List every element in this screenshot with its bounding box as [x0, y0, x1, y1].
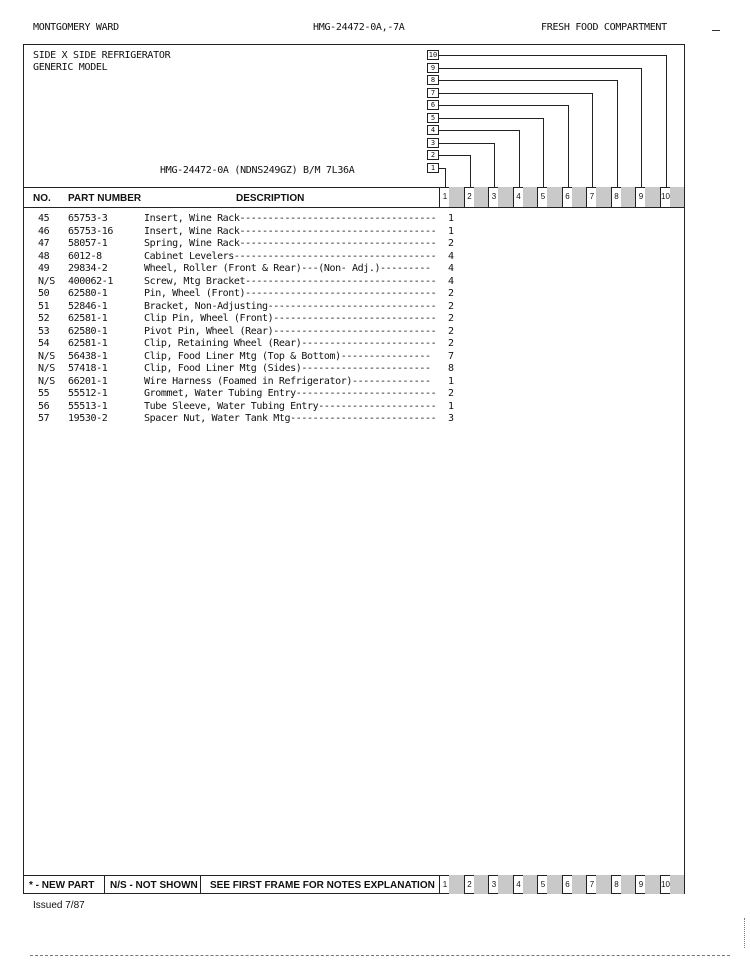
section-header: FRESH FOOD COMPARTMENT	[541, 22, 667, 33]
part-description: Bracket, Non-Adjusting------------------------------	[144, 300, 437, 312]
column-shade	[498, 875, 513, 894]
column-shade	[621, 187, 636, 207]
table-row	[24, 251, 684, 263]
part-description: Insert, Wine Rack-----------------------------------	[144, 225, 437, 237]
header-bottom-rule	[24, 207, 684, 208]
ladder-box: 5	[427, 113, 439, 123]
column-shade	[449, 875, 464, 894]
item-number: 55	[38, 388, 50, 399]
part-description: Wire Harness (Foamed in Refrigerator)--------------	[144, 375, 431, 387]
table-row	[24, 376, 684, 388]
quantity: 4	[448, 250, 454, 262]
column-shade	[547, 187, 562, 207]
part-number: 52846-1	[68, 300, 108, 312]
column-number: 9	[638, 192, 644, 201]
part-number: 56438-1	[68, 350, 108, 362]
table-row	[24, 238, 684, 250]
part-description: Cabinet Levelers------------------------------------	[144, 250, 437, 262]
part-number: 29834-2	[68, 263, 108, 274]
part-number: 55513-1	[68, 400, 108, 412]
item-number: 49	[38, 263, 50, 274]
column-number: 6	[565, 192, 570, 201]
column-shade	[596, 187, 611, 207]
item-number: N/S	[38, 363, 55, 374]
quantity: 1	[448, 375, 454, 387]
part-number: 400062-1	[68, 275, 113, 287]
part-number: 57418-1	[68, 363, 108, 374]
quantity: 2	[448, 338, 454, 349]
quantity: 2	[448, 388, 454, 399]
part-description: Clip, Food Liner Mtg (Sides)-----------------------	[144, 363, 431, 374]
part-number: 66201-1	[68, 375, 108, 387]
part-description: Clip, Retaining Wheel (Rear)------------------------	[144, 338, 437, 349]
part-description: Spring, Wine Rack-----------------------------------	[144, 238, 437, 249]
quantity: 3	[448, 413, 454, 424]
ladder-box: 1	[427, 163, 439, 173]
part-number: 62580-1	[68, 325, 108, 337]
item-number: 48	[38, 250, 50, 262]
column-number: 6	[565, 879, 570, 889]
quantity: 2	[448, 288, 454, 299]
part-description: Tube Sleeve, Water Tubing Entry---------------------	[144, 400, 437, 412]
legend-not-shown: N/S - NOT SHOWN	[110, 880, 198, 891]
column-number: 2	[467, 879, 472, 889]
column-shade	[572, 875, 587, 894]
item-number: 54	[38, 338, 50, 349]
model-subtitle: GENERIC MODEL	[33, 62, 108, 73]
ladder-box: 7	[427, 88, 439, 98]
part-description: Screw, Mtg Bracket----------------------------------	[144, 275, 437, 287]
column-number: 5	[540, 879, 546, 889]
item-number: 57	[38, 413, 50, 424]
column-shade	[523, 187, 538, 207]
column-shade	[645, 875, 660, 894]
ladder-box: 3	[427, 138, 439, 148]
model-number-header: HMG-24472-0A,-7A	[313, 22, 405, 33]
quantity: 4	[448, 263, 454, 274]
quantity: 2	[448, 325, 454, 337]
item-number: 51	[38, 300, 50, 312]
column-shade	[596, 875, 611, 894]
part-number: 62581-1	[68, 338, 108, 349]
table-row	[24, 276, 684, 288]
table-row	[24, 301, 684, 313]
part-description: Insert, Wine Rack-----------------------------------	[144, 213, 437, 224]
quantity: 2	[448, 313, 454, 324]
part-number: 55512-1	[68, 388, 108, 399]
part-number: 58057-1	[68, 238, 108, 249]
table-row	[24, 413, 684, 425]
column-shade	[645, 187, 660, 207]
ladder-box: 2	[427, 150, 439, 160]
column-number: 3	[491, 879, 497, 889]
column-shade	[547, 875, 562, 894]
part-number: 19530-2	[68, 413, 108, 424]
table-row	[24, 213, 684, 225]
column-number: 4	[516, 192, 521, 201]
model-title: SIDE X SIDE REFRIGERATOR	[33, 50, 171, 61]
column-number: 10	[661, 192, 670, 201]
part-number: 62580-1	[68, 288, 108, 299]
column-header-part-number: PART NUMBER	[68, 193, 142, 204]
column-number: 8	[614, 192, 619, 201]
model-code: HMG-24472-0A (NDNS249GZ) B/M 7L36A	[160, 165, 355, 176]
page-edge-rule	[30, 955, 730, 956]
item-number: 47	[38, 238, 50, 249]
part-number: 65753-16	[68, 225, 113, 237]
table-row	[24, 313, 684, 325]
part-description: Grommet, Water Tubing Entry-------------------------	[144, 388, 437, 399]
column-number: 7	[589, 192, 595, 201]
legend-new-part: * - NEW PART	[29, 880, 95, 891]
column-number: 4	[516, 879, 521, 889]
corner-mark	[712, 30, 720, 31]
quantity: 1	[448, 400, 454, 412]
table-row	[24, 388, 684, 400]
column-header-description: DESCRIPTION	[236, 193, 305, 204]
item-number: N/S	[38, 350, 55, 362]
ladder-box: 8	[427, 75, 439, 85]
column-number: 5	[540, 192, 546, 201]
part-description: Spacer Nut, Water Tank Mtg--------------------------	[144, 413, 437, 424]
quantity: 7	[448, 350, 454, 362]
table-row	[24, 338, 684, 350]
table-row	[24, 401, 684, 413]
page-edge-mark	[744, 918, 745, 948]
part-description: Clip Pin, Wheel (Front)-----------------------------	[144, 313, 437, 324]
column-number: 1	[442, 192, 448, 201]
parts-list-frame	[23, 44, 685, 894]
part-number: 65753-3	[68, 213, 108, 224]
ladder-box: 6	[427, 100, 439, 110]
column-number: 3	[491, 192, 497, 201]
part-description: Pin, Wheel (Front)----------------------------------	[144, 288, 437, 299]
ladder-box: 10	[428, 51, 438, 59]
item-number: 52	[38, 313, 50, 324]
column-shade	[572, 187, 587, 207]
column-number: 2	[467, 192, 472, 201]
quantity: 1	[448, 225, 454, 237]
table-row	[24, 351, 684, 363]
table-row	[24, 226, 684, 238]
quantity: 4	[448, 275, 454, 287]
table-row	[24, 363, 684, 375]
part-number: 6012-8	[68, 250, 102, 262]
column-number: 9	[638, 879, 644, 889]
quantity: 8	[448, 363, 454, 374]
column-shade	[670, 187, 685, 207]
column-shade	[621, 875, 636, 894]
quantity: 2	[448, 300, 454, 312]
part-description: Clip, Food Liner Mtg (Top & Bottom)----------------	[144, 350, 431, 362]
ladder-box: 9	[427, 63, 439, 73]
column-shade	[670, 875, 685, 894]
part-number: 62581-1	[68, 313, 108, 324]
item-number: N/S	[38, 375, 55, 387]
table-row	[24, 263, 684, 275]
item-number: 50	[38, 288, 50, 299]
ladder-box: 4	[427, 125, 439, 135]
legend-notes: SEE FIRST FRAME FOR NOTES EXPLANATION	[210, 880, 435, 891]
column-number: 1	[442, 879, 448, 889]
column-shade	[474, 875, 489, 894]
column-number: 10	[661, 879, 670, 889]
column-shade	[449, 187, 464, 207]
column-header-no: NO.	[33, 193, 51, 204]
quantity: 1	[448, 213, 454, 224]
item-number: 56	[38, 400, 50, 412]
part-description: Wheel, Roller (Front & Rear)---(Non- Adj.)---------	[144, 263, 431, 274]
column-number: 7	[589, 879, 595, 889]
table-row	[24, 288, 684, 300]
column-number: 8	[614, 879, 619, 889]
issued-date: Issued 7/87	[33, 900, 85, 911]
item-number: 45	[38, 213, 50, 224]
manufacturer-header: MONTGOMERY WARD	[33, 22, 119, 33]
table-row	[24, 326, 684, 338]
column-shade	[523, 875, 538, 894]
part-description: Pivot Pin, Wheel (Rear)-----------------------------	[144, 325, 437, 337]
column-shade	[498, 187, 513, 207]
item-number: 46	[38, 225, 50, 237]
item-number: 53	[38, 325, 50, 337]
quantity: 2	[448, 238, 454, 249]
column-shade	[474, 187, 489, 207]
item-number: N/S	[38, 275, 55, 287]
